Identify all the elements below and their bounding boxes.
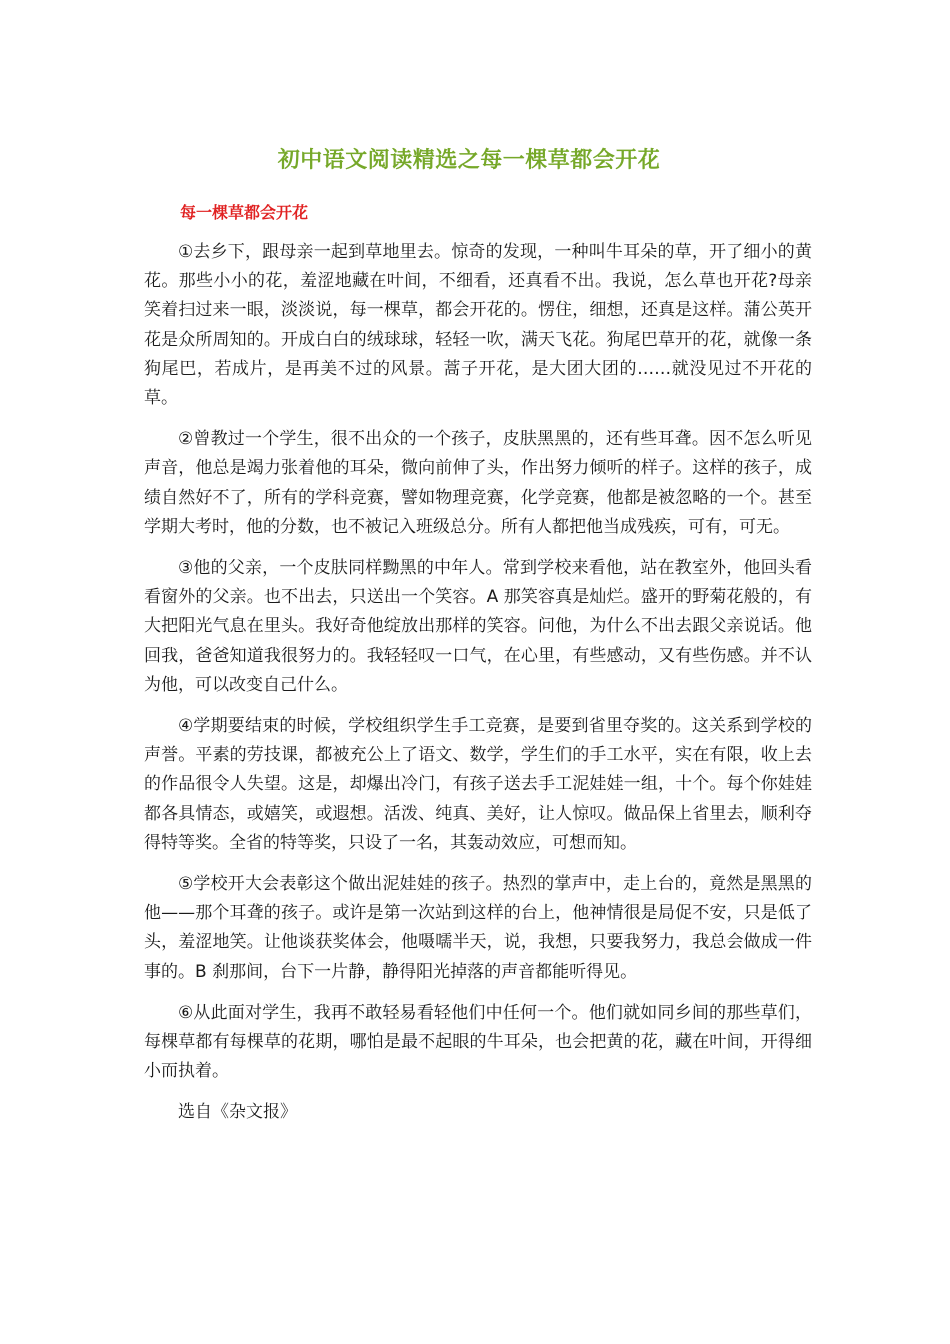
paragraph-4: ④学期要结束的时候，学校组织学生手工竞赛，是要到省里夺奖的。这关系到学校的声誉。平素的劳技课，都被充公上了语文、数学，学生们的手工水平，实在有限，收上去的作品很令人失望。这是，却爆出冷门，有孩子送去手工泥娃娃一组，十个。每个你娃娃都各具情态，或嬉笑，或遐想。活泼、纯真、美好，让人惊叹。做品保上省里去，顺利夺得特等奖。全省的特等奖，只设了一名，其轰动效应，可想而知。 bbox=[144, 716, 812, 853]
paragraph-6: ⑥从此面对学生，我再不敢轻易看轻他们中任何一个。他们就如同乡间的那些草们，每棵草都有每棵草的花期，哪怕是最不起眼的牛耳朵，也会把黄的花，藏在叶间，开得细小而执着。 bbox=[144, 1002, 812, 1082]
paragraph-2: ②曾教过一个学生，很不出众的一个孩子，皮肤黑黑的，还有些耳聋。因不怎么听见声音，他总是竭力张着他的耳朵，微向前伸了头，作出努力倾听的样子。这样的孩子，成绩自然好不了，所有的学科竞赛，譬如物理竞赛，化学竞赛，他都是被忽略的一个。甚至学期大考时，他的分数，也不被记入班级总分。所有人都把他当成残疾，可有，可无。 bbox=[144, 429, 812, 537]
paragraph-1: ①去乡下，跟母亲一起到草地里去。惊奇的发现，一种叫牛耳朵的草，开了细小的黄花。那些小小的花，羞涩地藏在叶间，不细看，还真看不出。我说，怎么草也开花?母亲笑着扫过来一眼，淡淡说，每一棵草，都会开花的。愣住，细想，还真是这样。蒲公英开花是众所周知的。开成白白的绒球球，轻轻一吹，满天飞花。狗尾巴草开的花，就像一条狗尾巴，若成片，是再美不过的风景。蒿子开花，是大团大团的……就没见过不开花的草。 bbox=[144, 242, 812, 409]
article-source: 选自《杂文报》 bbox=[178, 1102, 297, 1123]
paragraph-5: ⑤学校开大会表彰这个做出泥娃娃的孩子。热烈的掌声中，走上台的，竟然是黑黑的他——那个耳聋的孩子。或许是第一次站到这样的台上，他神情很是局促不安，只是低了头，羞涩地笑。让他谈获奖体会，他嗫嚅半天，说，我想，只要我努力，我总会做成一件事的。B 刹那间，台下一片静，静得阳光掉落的声音都能听得见。 bbox=[144, 874, 812, 982]
article-subtitle: 每一棵草都会开花 bbox=[180, 203, 309, 222]
article-body bbox=[144, 238, 812, 1127]
paragraph-3: ③他的父亲，一个皮肤同样黝黑的中年人。常到学校来看他，站在教室外，他回头看看窗外的父亲。也不出去，只送出一个笑容。A 那笑容真是灿烂。盛开的野菊花般的，有大把阳光气息在里头。我好奇他绽放出那样的笑容。问他，为什么不出去跟父亲说话。他回我，爸爸知道我很努力的。我轻轻叹一口气，在心里，有些感动，又有些伤感。并不认为他，可以改变自己什么。 bbox=[144, 558, 812, 695]
document-title: 初中语文阅读精选之每一棵草都会开花 bbox=[277, 148, 661, 173]
